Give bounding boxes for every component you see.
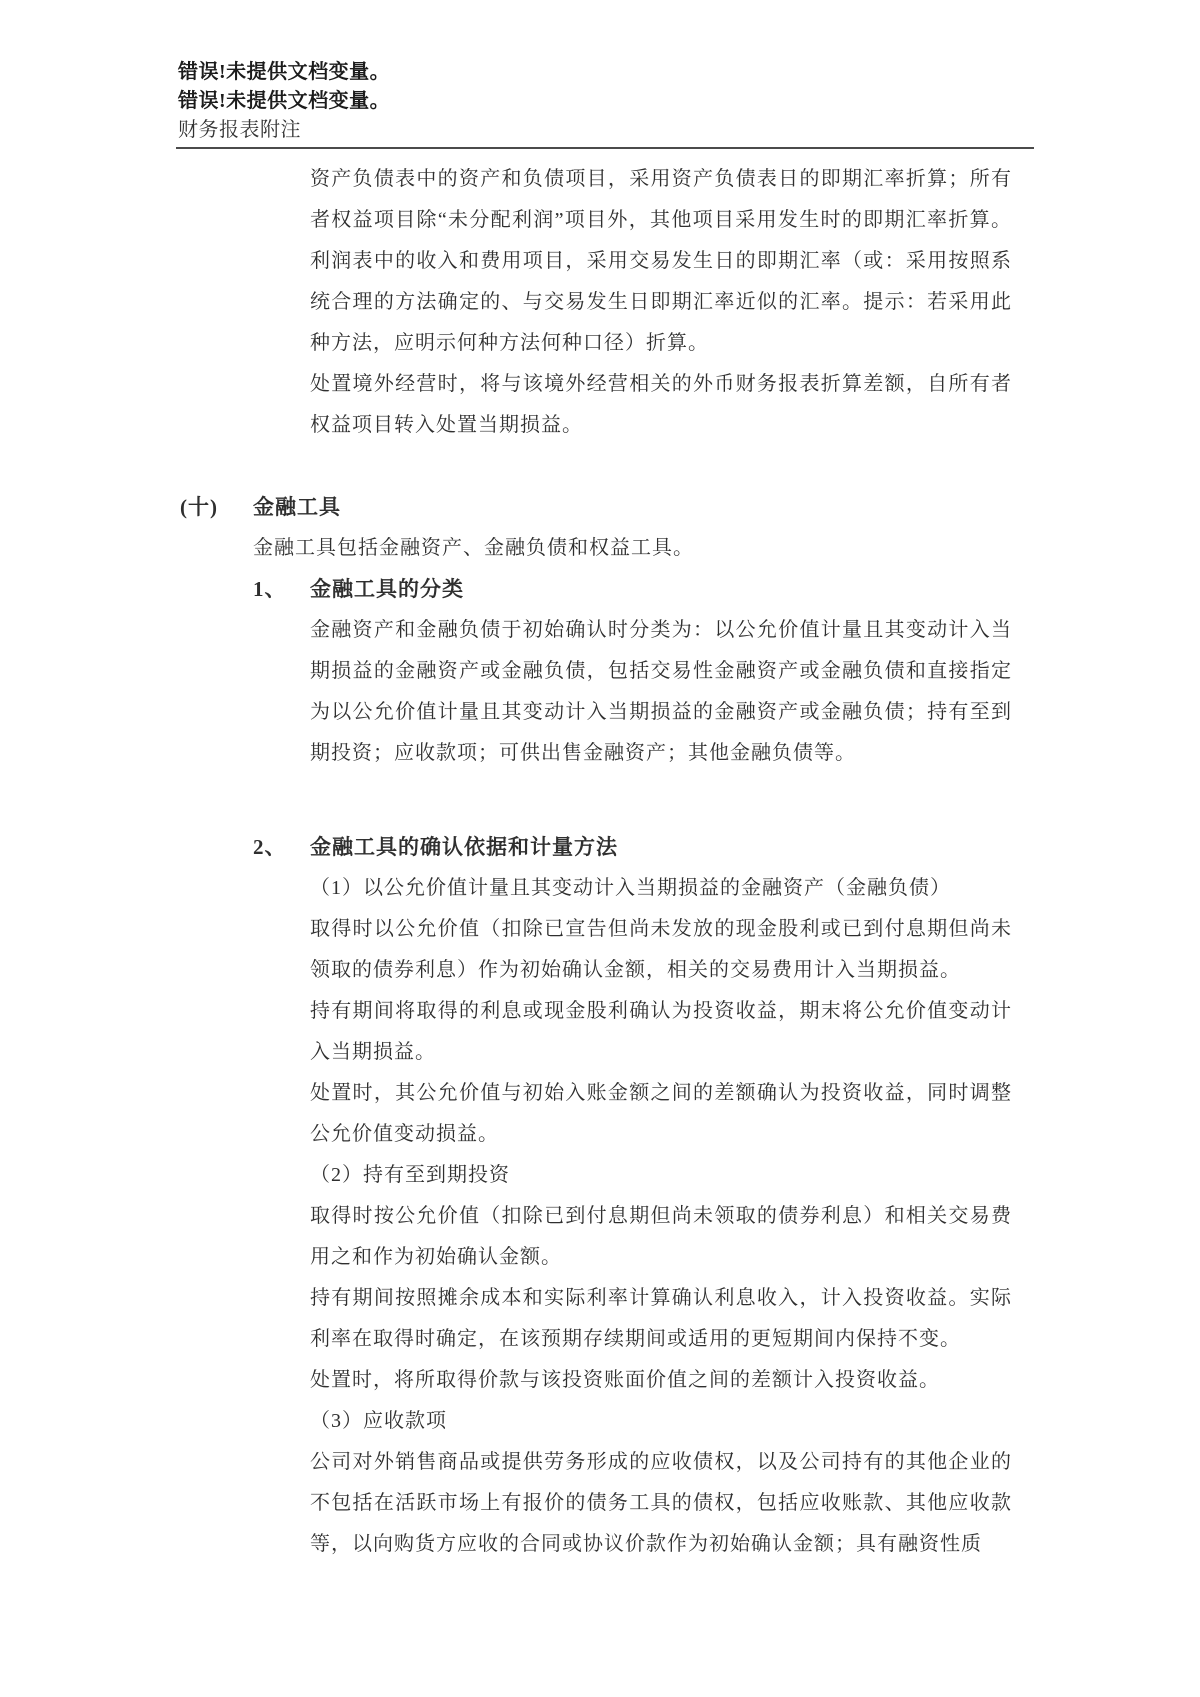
subsection-number: 2、 (253, 835, 287, 859)
header-error-line-2: 错误!未提供文档变量。 (178, 90, 391, 112)
subsection-heading (0, 827, 1200, 868)
paragraph: 处置境外经营时，将与该境外经营相关的外币财务报表折算差额，自所有者权益项目转入处置当期损益。 (310, 373, 1012, 436)
subsection-heading (0, 569, 1200, 610)
paragraph: 持有期间按照摊余成本和实际利率计算确认利息收入，计入投资收益。实际利率在取得时确定，在该预期存续期间或适用的更短期间内保持不变。 (310, 1287, 1012, 1350)
section-intro: 金融工具包括金融资产、金融负债和权益工具。 (253, 537, 694, 559)
section-number: (十) (180, 495, 218, 519)
section-title: 金融工具 (253, 495, 341, 519)
paragraph: （2）持有至到期投资 (310, 1164, 510, 1186)
page-header (0, 0, 1200, 145)
paragraph: （1）以公允价值计量且其变动计入当期损益的金融资产（金融负债） (310, 877, 951, 899)
subsection-number: 1、 (253, 577, 287, 601)
subsection-title: 金融工具的分类 (310, 577, 464, 601)
paragraph: 取得时以公允价值（扣除已宣告但尚未发放的现金股利或已到付息期但尚未领取的债券利息）作为初始确认金额，相关的交易费用计入当期损益。 (310, 918, 1012, 981)
paragraph: 金融资产和金融负债于初始确认时分类为：以公允价值计量且其变动计入当期损益的金融资产或金融负债，包括交易性金融资产或金融负债和直接指定为以公允价值计量且其变动计入当期损益的金融资产或金融负债；持有至到期投资；应收款项；可供出售金融资产；其他金融负债等。 (310, 619, 1012, 764)
paragraph: 公司对外销售商品或提供劳务形成的应收债权，以及公司持有的其他企业的不包括在活跃市场上有报价的债务工具的债权，包括应收账款、其他应收款等，以向购货方应收的合同或协议价款作为初始确认金额；具有融资性质 (310, 1451, 1012, 1555)
header-doc-title: 财务报表附注 (178, 119, 301, 141)
section-heading (0, 487, 1200, 528)
paragraph: 处置时，将所取得价款与该投资账面价值之间的差额计入投资收益。 (310, 1369, 940, 1391)
subsection-title: 金融工具的确认依据和计量方法 (310, 835, 618, 859)
header-error-line-1: 错误!未提供文档变量。 (178, 61, 391, 83)
subsection-paragraphs (0, 610, 1200, 774)
subsection-2 (0, 827, 1200, 1565)
subsection-paragraphs (0, 868, 1200, 1565)
paragraph: 资产负债表中的资产和负债项目，采用资产负债表日的即期汇率折算；所有者权益项目除“未分配利润”项目外，其他项目采用发生时的即期汇率折算。利润表中的收入和费用项目，采用交易发生日的即期汇率（或：采用按照系统合理的方法确定的、与交易发生日即期汇率近似的汇率。提示：若采用此种方法，应明示何种方法何种口径）折算。 (310, 168, 1012, 354)
subsection-1 (0, 569, 1200, 774)
intro-paragraphs (0, 149, 1200, 446)
document-body (0, 149, 1200, 1565)
paragraph: 取得时按公允价值（扣除已到付息期但尚未领取的债券利息）和相关交易费用之和作为初始确认金额。 (310, 1205, 1012, 1268)
paragraph: 持有期间将取得的利息或现金股利确认为投资收益，期末将公允价值变动计入当期损益。 (310, 1000, 1012, 1063)
paragraph: 处置时，其公允价值与初始入账金额之间的差额确认为投资收益，同时调整公允价值变动损益。 (310, 1082, 1012, 1145)
paragraph: （3）应收款项 (310, 1410, 447, 1432)
